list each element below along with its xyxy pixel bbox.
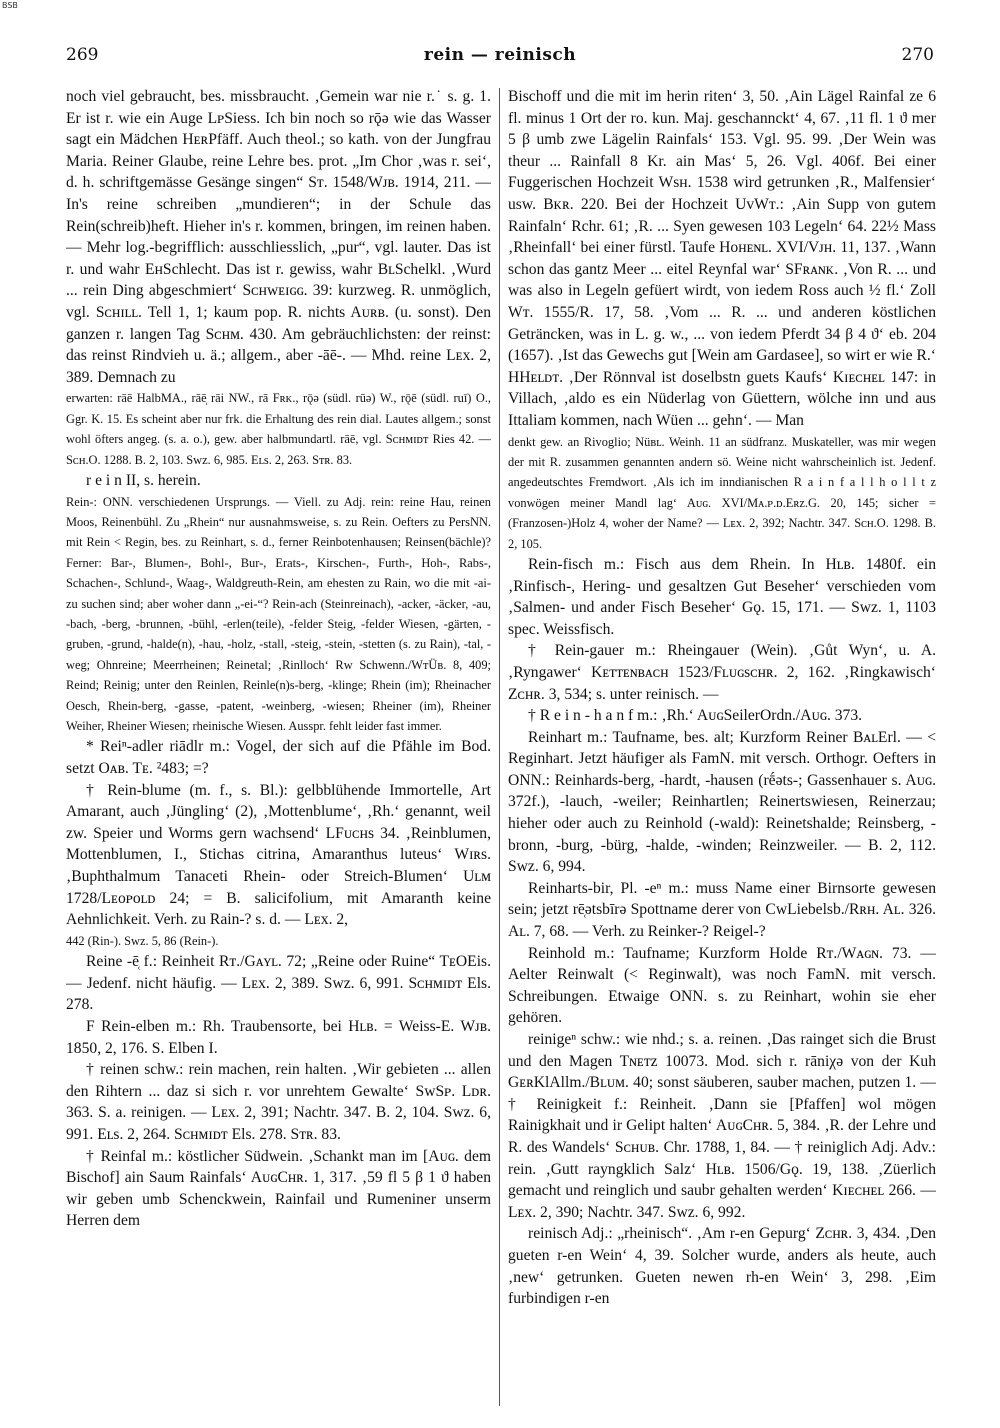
paragraph: denkt gew. an Rivoglio; Nüʙʟ. Weinh. 11 an südfranz. Muskateller, was mir wegen der mit R. zusammen genannten andern sö. Weine nicht wahrscheinlich ist. Jedenf. angedeutschtes Fremdwort. ‚Als ich im inndianischen R a i n f a l l h o l l t z vonwögen meiner Mandl lag‘ Aᴜɢ. XVI/Mᴀ.ᴘ.ᴅ.Eʀᴢ.G. 20, 145; sicher = (Franzosen-)Holz 4, woher der Name? — Lᴇx. 2, 392; Nachtr. 347. Sᴄʜ.O. 1298. B. 2, 105. (508, 434, 936, 551)
page-number-right: 270 (901, 45, 934, 65)
page-header (66, 40, 934, 70)
paragraph: erwarten: rāē HalbMA., rāē̜ rāi NW., rā Fʀᴋ., rǭə (südl. rūə) W., rǭē (südl. ruī) O., Ggr. K. 15. Es scheint aber nur frk. die Erhaltung des rein dial. Lautes allgem.; sonst wohl öfters angeg. (s. a. o.), gew. aber halbmundartl. rāē, vgl. Sᴄʜᴍɪᴅᴛ Ries 42. — Sᴄʜ.O. 1288. B. 2, 103. Swz. 6, 985. Eʟs. 2, 263. Sᴛʀ. 83. (66, 391, 491, 467)
paragraph: 442 (Rin-). Swz. 5, 86 (Rein-). (66, 933, 219, 948)
running-title: rein — reinisch (423, 45, 577, 65)
paragraph: reinigeⁿ schw.: wie nhd.; s. a. reinen. ‚Das rainget sich die Brust und den Magen Tɴᴇᴛᴢ 10073. Mod. sich r. rāniχə von der Kuh GᴇʀKlAllm./Bʟᴜᴍ. 40; sonst säuberen, sauber machen, putzen 1. — † Reinigkeit f.: Reinheit. ‚Dann sie [Pfaffen] wol mögen Rainigkhait und ir Gelipt halten‘ AᴜɢCʜʀ. 5, 384. ‚R. der Lehre und R. des Wandels‘ Sᴄʜᴜʙ. Chr. 1788, 1, 84. — † reiniglich Adj. Adv.: rein. ‚Gutt rayngklich Salz‘ Hʟʙ. 1506/Gǫ. 19, 138. ‚Züerlich gemacht und reinglich und saubr gehalten werden‘ Kɪᴇᴄʜᴇʟ 266. — Lᴇx. 2, 390; Nachtr. 347. Swz. 6, 992. (508, 1031, 936, 1221)
paragraph: † Rein-gauer m.: Rheingauer (Wein). ‚Gůt Wyn‘, u. A. ‚Ryngawer‘ Kᴇᴛᴛᴇɴʙᴀᴄʜ 1523/Fʟᴜɢsᴄʜʀ. 2, 162. ‚Ringkawisch‘ Zᴄʜʀ. 3, 534; s. unter reinisch. — (508, 642, 936, 703)
page-number-left: 269 (66, 45, 99, 65)
paragraph: † R e i n - h a n f m.: ‚Rh.‘ AᴜɢSeilerOrdn./Aᴜɢ. 373. (528, 707, 863, 725)
paragraph: † Reinfal m.: köstlicher Südwein. ‚Schankt man im [Aᴜɢ. dem Bischof] ain Saum Rainfals‘ AᴜɢCʜʀ. 1, 317. ‚59 fl 5 β 1 ϑ haben wir geben umb Schenckwein, Rainfail und Rumeniner unserm Herren dem (66, 1147, 491, 1230)
paragraph: Rein-fisch m.: Fisch aus dem Rhein. In Hʟʙ. 1480f. ein ‚Rinfisch-, Hering- und gesaltzen Gut Beseher‘ verschieden vom ‚Salmen- und ander Fisch Beseher‘ Gǫ. 15, 171. — Swz. 1, 1103 spec. Weissfisch. (508, 555, 936, 638)
library-stamp: BSB (2, 1, 18, 10)
paragraph: † reinen schw.: rein machen, rein halten. ‚Wir gebieten ... allen den Rihtern ... daz si sich r. vor unrehtem Gewalte‘ SᴡSᴘ. Lᴅʀ. 363. S. a. reinigen. — Lᴇx. 2, 391; Nachtr. 347. B. 2, 104. Swz. 6, 991. Eʟs. 2, 264. Sᴄʜᴍɪᴅᴛ Els. 278. Sᴛʀ. 83. (66, 1061, 491, 1143)
paragraph: Reinharts-bir, Pl. -eⁿ m.: muss Name einer Birnsorte gewesen sein; jetzt rē̜ətsbīrə Spottname derer von CᴡLiebelsb./Rʀʜ. Aʟ. 326. Aʟ. 7, 68. — Verh. zu Reinker-? Reigel-? (508, 879, 936, 941)
paragraph: reinisch Adj.: „rheinisch“. ‚Am r-en Gepurg‘ Zᴄʜʀ. 3, 434. ‚Den gueten r-en Wein‘ 4, 39. Solcher wurde, anders als heute, auch ‚new‘ getrunken. Gueten newen rh-en Wein‘ 3, 298. ‚Eim furbindigen r-en (508, 1225, 936, 1308)
column-divider (499, 88, 500, 1406)
left-column (66, 86, 491, 1416)
paragraph: Reinhart m.: Taufname, bes. alt; Kurzform Reiner BᴀʟErl. — < Reginhart. Jetzt häufiger als FamN. mit versch. Orthogr. Oefters in ONN.: Reinhards-berg, -hardt, -hausen (rḗəts-; Gassenhauer s. Aᴜɢ. 372f.), -lauch, -weiler; Reinhartlen; Reinertswiesen, Reinerzau; hieher oder auch zu Reinhold (-wald): Reinetshalde; Reinsberg, -bronn, -burg, -bürg, -halde, -winden; Reinzweiler. — B. 2, 112. Swz. 6, 994. (508, 728, 936, 876)
paragraph: Rein-: ONN. verschiedenen Ursprungs. — Viell. zu Adj. rein: reine Hau, reinen Moos, Reinenbühl. Zu „Rhein“ nur ausnahmsweise, s. zu Rein. Oefters zu PersNN. mit Rein < Regin, bes. zu Reinhart, s. d., ferner Reinbotenhausen; Reinsen(bächle)? Ferner: Bar-, Blumen-, Bohl-, Bur-, Erats-, Kirschen-, Furth-, Hoh-, Rabs-, Schachen-, Schlund-, Waag-, Waldgreuth-Rein, am ehesten zu Rain, wo die mit -ai- zu suchen sind; aber woher dann „-ei-“? Rein-ach (Steinreinach), -acker, -äcker, -au, -bach, -berg, -brunnen, -bühl, -erlen(teile), -felder Steig, -felder Wiesen, -gärten, -gruben, -grund, -halde(n), -hau, -holz, -stall, -steig, -stein, -stetten (s. zu Rain), -tal, -weg; Ohnreine; Meerrheinen; Reinetal; ‚Rinlloch‘ Rᴡ Schwenn./WᴛÜʙ. 8, 409; Reind; Reinig; unter den Reinlen, Reinle(n)s-berg, -klinge; Rhein (im); Rheinacher Oesch, Rhein-berg, -gasse, -patent, -weinberg, -wiesen; Rheiner (im), Rheiner Weiher, Rheiner Wiesen; rheinische Wiesen. Ausspr. fehlt leider fast immer. (66, 494, 491, 733)
paragraph: Reine -ē̜ f.: Reinheit Rᴛ./Gᴀʏʟ. 72; „Reine oder Ruine“ TᴇOEis. — Jedenf. nicht häufig. — Lᴇx. 2, 389. Swz. 6, 991. Sᴄʜᴍɪᴅᴛ Els. 278. (66, 953, 491, 1014)
paragraph: F Rein-elben m.: Rh. Traubensorte, bei Hʟʙ. = Weiss-E. Wᴊʙ. 1850, 2, 176. S. Elben I. (66, 1017, 491, 1057)
paragraph: Bischoff und die mit im herin riten‘ 3, 50. ‚Ain Lägel Rainfal ze 6 fl. minus 1 Ort der ro. kun. Maj. geschannckt‘ 4, 67. ‚11 fl. 1 ϑ mer 5 β umb zwe Lägelin Rainfals‘ 153. Vgl. 95. 99. ‚Der Wein was theur ... Rainfall 8 Kr. ain Mas‘ 5, 26. Vgl. 406f. Bei einer Fuggerischen Hochzeit Wsʜ. 1538 wird getrunken ‚R., Malfensier‘ usw. Bᴋʀ. 220. Bei der Hochzeit UᴠWᴛ.: ‚Ain Supp von gutem Rainfaln‘ Rchr. 61; ‚R. ... Syen gewesen 103 Legeln‘ 64. 22½ Mass ‚Rheinfall‘ bei einer fürstl. Taufe Hᴏʜᴇɴʟ. XVI/Vᴊʜ. 11, 137. ‚Wann schon das gantz Meer ... eitel Reynfal war‘ SFʀᴀɴᴋ. ‚Von R. ... und was also in Legeln gefüert wirdt, von iedem Ross auch ½ fl.‘ Zoll Wᴛ. 1555/R. 17, 58. ‚Vom ... R. ... und anderen köstlichen Geträncken, was in L. g. w., ... von iedem Pferdt 34 β 4 ϑ‘ eb. 204 (1657). ‚Ist das Gewechs gut [Wein am Gardasee], so wirt er wie R.‘ HHᴇʟᴅᴛ. ‚Der Rönnval ist doselbstn guets Kaufs‘ Kɪᴇᴄʜᴇʟ 147: in Villach, ‚aldo es ein Nüderlag von Güettern, wölche inn und aus Ittaliam kommen, nach Wüen ... gehn‘. — Man (508, 88, 936, 429)
paragraph: noch viel gebraucht, bes. missbraucht. ‚Gemein war nie r.˙ s. g. 1. Er ist r. wie ein Auge LᴘSiess. Ich bin noch so rǭə wie das Wasser sagt ein Mädchen HᴇʀPfäff. Auch theol.; so kath. von der Jungfrau Maria. Reiner Glaube, reine Lehre bes. prot. „Im Chor ‚was r. sei‘, d. h. schriftgemässe Gesänge singen“ Sᴛ. 1548/Wᴊʙ. 1914, 211. — In's reine schreiben „mundieren“; in der Schule das Rein(schreib)heft. Hieher in's r. kommen, bringen, im reinen haben. — Mehr log.-begrifflich: ausschliesslich, „pur“, vgl. lauter. Das ist r. und wahr EʜSchlecht. Das ist r. gewiss, wahr BʟSchelkl. ‚Wurd ... rein Ding abgeschmiert‘ Sᴄʜᴡᴇɪɢɢ. 39: kurzweg. R. unmöglich, vgl. Sᴄʜɪʟʟ. Tell 1, 1; kaum pop. R. nichts Aᴜʀʙ. (u. sonst). Den ganzen r. langen Tag Sᴄʜᴍ. 430. Am gebräuchlichsten: der reinst: das reinst Rindvieh u. ä.; allgem., aber -āē-. — Mhd. reine Lᴇx. 2, 389. Demnach zu (66, 88, 491, 386)
paragraph: r e i n II, s. herein. (86, 471, 201, 489)
paragraph: * Reiⁿ-adler riādlr m.: Vogel, der sich auf die Pfähle im Bod. setzt Oᴀʙ. Tᴇ. ²483; =? (66, 738, 491, 777)
right-column (508, 86, 936, 1416)
paragraph: † Rein-blume (m. f., s. Bl.): gelbblühende Immortelle, Art Amarant, auch ‚Jüngling‘ (2), ‚Mottenblume‘, ‚Rh.‘ genannt, weil zw. Speier und Worms gern wachsend‘ LFᴜᴄʜs 34. ‚Reinblumen, Mottenblumen, I., Stichas citrina, Amaranthus luteus‘ Wɪʀs. ‚Buphthalmum Tanaceti Rhein- oder Streich-Blumen‘ Uʟᴍ 1728/Lᴇᴏᴘᴏʟᴅ 24; = B. salicifolium, mit Amaranth keine Aehnlichkeit. Verh. zu Rain-? s. d. — Lᴇx. 2, (66, 781, 491, 929)
paragraph: Reinhold m.: Taufname; Kurzform Holde Rᴛ./Wᴀɢɴ. 73. — Aelter Reinwalt (< Reginwalt), was noch FamN. mit versch. Schreibungen. Etwaige ONN. s. zu Reinhart, wohin sie eher gehören. (508, 944, 936, 1027)
